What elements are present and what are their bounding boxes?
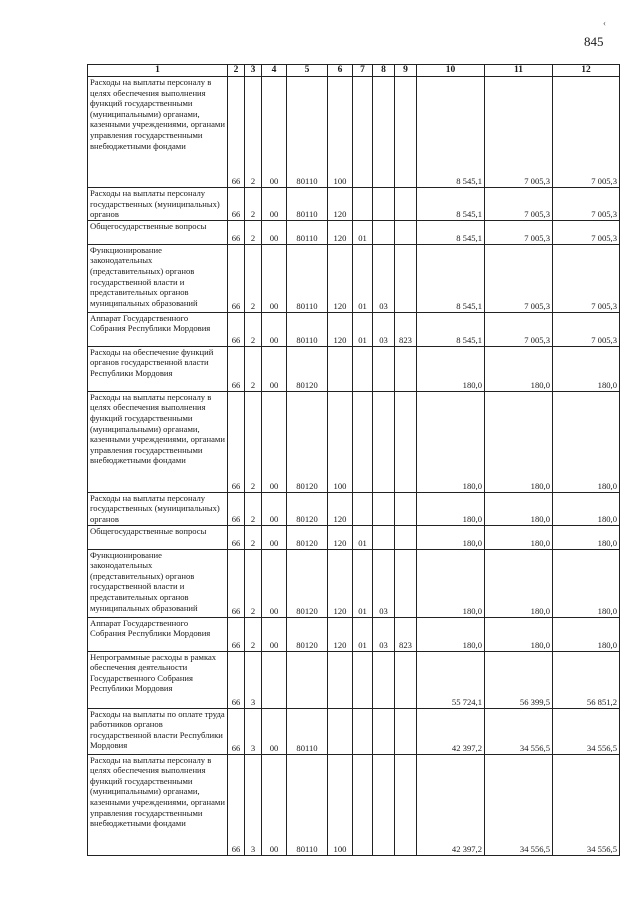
table-row: [88, 549, 620, 617]
row-cell-col-6: 120: [328, 549, 353, 617]
row-name-cell: Расходы на выплаты персоналу государственных (муниципальных) органов: [88, 188, 228, 221]
row-cell-col-9: [395, 346, 417, 391]
row-cell-col-9: [395, 391, 417, 492]
row-cell-col-3: 2: [245, 492, 262, 525]
row-cell-col-6: 120: [328, 188, 353, 221]
row-cell-col-2: 66: [228, 708, 245, 754]
row-cell-col-6: 100: [328, 754, 353, 855]
row-name-cell: Расходы на выплаты по оплате труда работников органов государственной власти Республики Мордовия: [88, 708, 228, 754]
row-cell-col-11: 7 005,3: [485, 244, 553, 312]
row-cell-col-2: 66: [228, 346, 245, 391]
row-cell-col-4: 00: [262, 244, 287, 312]
row-name-cell: Общегосударственные вопросы: [88, 525, 228, 549]
row-cell-col-10: 180,0: [417, 525, 485, 549]
row-cell-col-11: 34 556,5: [485, 708, 553, 754]
row-cell-col-2: 66: [228, 244, 245, 312]
row-cell-col-9: [395, 220, 417, 244]
row-name-cell: Непрограммные расходы в рамках обеспечения деятельности Государственного Собрания Республики Мордовия: [88, 651, 228, 708]
row-cell-col-2: 66: [228, 492, 245, 525]
row-cell-col-10: 42 397,2: [417, 708, 485, 754]
row-cell-col-2: 66: [228, 549, 245, 617]
row-cell-col-7: [353, 391, 373, 492]
row-cell-col-11: 180,0: [485, 492, 553, 525]
row-cell-col-8: [373, 525, 395, 549]
row-cell-col-8: 03: [373, 312, 395, 346]
row-cell-col-6: 120: [328, 617, 353, 651]
row-cell-col-4: 00: [262, 346, 287, 391]
row-cell-col-4: 00: [262, 549, 287, 617]
table-row: [88, 312, 620, 346]
row-cell-col-3: 2: [245, 391, 262, 492]
row-cell-col-10: 8 545,1: [417, 188, 485, 221]
row-cell-col-3: 3: [245, 754, 262, 855]
row-cell-col-9: 823: [395, 312, 417, 346]
row-cell-col-10: 180,0: [417, 617, 485, 651]
row-cell-col-11: 7 005,3: [485, 188, 553, 221]
row-cell-col-6: 120: [328, 312, 353, 346]
column-header-8: 8: [373, 65, 395, 77]
table-row: [88, 525, 620, 549]
row-cell-col-5: 80110: [287, 77, 328, 188]
row-cell-col-12: 7 005,3: [553, 220, 620, 244]
row-cell-col-3: 2: [245, 346, 262, 391]
row-cell-col-4: 00: [262, 220, 287, 244]
column-header-3: 3: [245, 65, 262, 77]
row-cell-col-2: 66: [228, 312, 245, 346]
row-cell-col-12: 56 851,2: [553, 651, 620, 708]
row-cell-col-11: 56 399,5: [485, 651, 553, 708]
row-cell-col-2: 66: [228, 525, 245, 549]
row-cell-col-9: [395, 525, 417, 549]
row-cell-col-5: 80120: [287, 346, 328, 391]
row-cell-col-11: 180,0: [485, 549, 553, 617]
row-cell-col-11: 7 005,3: [485, 312, 553, 346]
row-name-cell: Расходы на обеспечение функций органов государственной власти Республики Мордовия: [88, 346, 228, 391]
row-cell-col-7: [353, 346, 373, 391]
row-cell-col-2: 66: [228, 754, 245, 855]
row-cell-col-12: 180,0: [553, 391, 620, 492]
row-cell-col-3: 3: [245, 708, 262, 754]
row-name-cell: Функционирование законодательных (представительных) органов государственной власти и представительных органов муниципальных образований: [88, 244, 228, 312]
row-cell-col-5: 80110: [287, 312, 328, 346]
row-cell-col-5: 80110: [287, 188, 328, 221]
row-cell-col-7: [353, 188, 373, 221]
row-cell-col-2: 66: [228, 220, 245, 244]
row-cell-col-6: [328, 708, 353, 754]
table-row: [88, 754, 620, 855]
row-cell-col-5: 80120: [287, 549, 328, 617]
row-name-cell: Расходы на выплаты персоналу в целях обеспечения выполнения функций государственными (муниципальными) органами, казенными учреждениями, органами управления государственными внебюджетными фондами: [88, 391, 228, 492]
row-cell-col-4: 00: [262, 312, 287, 346]
row-cell-col-3: 2: [245, 220, 262, 244]
row-cell-col-6: [328, 346, 353, 391]
row-cell-col-4: [262, 651, 287, 708]
column-header-9: 9: [395, 65, 417, 77]
row-cell-col-5: 80110: [287, 220, 328, 244]
row-cell-col-5: 80120: [287, 525, 328, 549]
table-row: [88, 391, 620, 492]
table-row: [88, 346, 620, 391]
row-cell-col-8: 03: [373, 617, 395, 651]
row-cell-col-5: 80110: [287, 244, 328, 312]
row-cell-col-10: 180,0: [417, 346, 485, 391]
corner-mark: ‹: [603, 18, 606, 28]
table-body: [88, 77, 620, 856]
row-cell-col-3: 2: [245, 525, 262, 549]
table-row: [88, 77, 620, 188]
row-cell-col-11: 180,0: [485, 617, 553, 651]
row-cell-col-7: [353, 708, 373, 754]
row-cell-col-8: [373, 346, 395, 391]
row-cell-col-8: [373, 188, 395, 221]
row-cell-col-3: 2: [245, 312, 262, 346]
row-cell-col-3: 2: [245, 244, 262, 312]
row-name-cell: Аппарат Государственного Собрания Республики Мордовия: [88, 312, 228, 346]
row-cell-col-4: 00: [262, 754, 287, 855]
row-cell-col-3: 2: [245, 549, 262, 617]
row-cell-col-10: 8 545,1: [417, 312, 485, 346]
row-cell-col-11: 180,0: [485, 346, 553, 391]
row-name-cell: Расходы на выплаты персоналу государственных (муниципальных) органов: [88, 492, 228, 525]
row-cell-col-2: 66: [228, 391, 245, 492]
row-cell-col-8: [373, 220, 395, 244]
row-cell-col-7: 01: [353, 312, 373, 346]
row-cell-col-6: 120: [328, 492, 353, 525]
row-cell-col-12: 7 005,3: [553, 77, 620, 188]
row-cell-col-11: 7 005,3: [485, 220, 553, 244]
table-row: [88, 708, 620, 754]
row-cell-col-12: 180,0: [553, 549, 620, 617]
table-row: [88, 244, 620, 312]
row-cell-col-12: 34 556,5: [553, 754, 620, 855]
row-cell-col-7: 01: [353, 220, 373, 244]
row-cell-col-5: 80120: [287, 391, 328, 492]
row-cell-col-7: 01: [353, 244, 373, 312]
row-cell-col-12: 180,0: [553, 492, 620, 525]
row-cell-col-7: [353, 77, 373, 188]
row-cell-col-6: 120: [328, 244, 353, 312]
column-header-10: 10: [417, 65, 485, 77]
row-cell-col-7: [353, 651, 373, 708]
row-cell-col-9: [395, 754, 417, 855]
row-cell-col-10: 8 545,1: [417, 220, 485, 244]
row-name-cell: Расходы на выплаты персоналу в целях обеспечения выполнения функций государственными (муниципальными) органами, казенными учреждениями, органами управления государственными внебюджетными фондами: [88, 754, 228, 855]
row-cell-col-5: 80120: [287, 492, 328, 525]
row-cell-col-6: 120: [328, 220, 353, 244]
row-cell-col-7: [353, 754, 373, 855]
column-header-7: 7: [353, 65, 373, 77]
table-row: [88, 220, 620, 244]
row-cell-col-10: 8 545,1: [417, 244, 485, 312]
table-row: [88, 188, 620, 221]
row-cell-col-9: [395, 651, 417, 708]
row-cell-col-8: [373, 651, 395, 708]
budget-table: [87, 64, 620, 856]
row-name-cell: Функционирование законодательных (представительных) органов государственной власти и представительных органов муниципальных образований: [88, 549, 228, 617]
row-cell-col-8: [373, 77, 395, 188]
row-cell-col-5: 80110: [287, 754, 328, 855]
row-cell-col-6: 100: [328, 77, 353, 188]
row-cell-col-7: [353, 492, 373, 525]
row-cell-col-6: [328, 651, 353, 708]
row-cell-col-8: 03: [373, 244, 395, 312]
column-header-2: 2: [228, 65, 245, 77]
row-cell-col-12: 180,0: [553, 617, 620, 651]
table-row: [88, 651, 620, 708]
column-header-1: 1: [88, 65, 228, 77]
row-cell-col-12: 7 005,3: [553, 188, 620, 221]
column-header-5: 5: [287, 65, 328, 77]
column-header-4: 4: [262, 65, 287, 77]
row-cell-col-4: 00: [262, 492, 287, 525]
row-cell-col-8: [373, 391, 395, 492]
row-name-cell: Расходы на выплаты персоналу в целях обеспечения выполнения функций государственными (муниципальными) органами, казенными учреждениями, органами управления государственными внебюджетными фондами: [88, 77, 228, 188]
row-cell-col-5: 80110: [287, 708, 328, 754]
row-cell-col-5: [287, 651, 328, 708]
page-number: 845: [584, 34, 604, 49]
row-cell-col-9: 823: [395, 617, 417, 651]
row-cell-col-7: 01: [353, 525, 373, 549]
column-header-12: 12: [553, 65, 620, 77]
row-cell-col-9: [395, 188, 417, 221]
row-cell-col-2: 66: [228, 188, 245, 221]
row-cell-col-11: 180,0: [485, 525, 553, 549]
row-cell-col-10: 8 545,1: [417, 77, 485, 188]
table-row: [88, 617, 620, 651]
row-cell-col-9: [395, 549, 417, 617]
row-name-cell: Общегосударственные вопросы: [88, 220, 228, 244]
row-cell-col-6: 100: [328, 391, 353, 492]
row-cell-col-4: 00: [262, 77, 287, 188]
row-cell-col-10: 180,0: [417, 391, 485, 492]
row-cell-col-4: 00: [262, 617, 287, 651]
row-cell-col-9: [395, 244, 417, 312]
row-cell-col-2: 66: [228, 77, 245, 188]
row-cell-col-9: [395, 77, 417, 188]
row-cell-col-3: 2: [245, 77, 262, 188]
row-cell-col-12: 7 005,3: [553, 312, 620, 346]
row-cell-col-10: 42 397,2: [417, 754, 485, 855]
table-header-row: [88, 65, 620, 77]
row-cell-col-10: 55 724,1: [417, 651, 485, 708]
row-cell-col-9: [395, 492, 417, 525]
row-cell-col-12: 180,0: [553, 346, 620, 391]
row-cell-col-4: 00: [262, 525, 287, 549]
row-name-cell: Аппарат Государственного Собрания Республики Мордовия: [88, 617, 228, 651]
row-cell-col-11: 34 556,5: [485, 754, 553, 855]
row-cell-col-10: 180,0: [417, 549, 485, 617]
row-cell-col-4: 00: [262, 391, 287, 492]
row-cell-col-11: 180,0: [485, 391, 553, 492]
column-header-11: 11: [485, 65, 553, 77]
row-cell-col-7: 01: [353, 549, 373, 617]
row-cell-col-6: 120: [328, 525, 353, 549]
row-cell-col-12: 34 556,5: [553, 708, 620, 754]
row-cell-col-3: 2: [245, 617, 262, 651]
row-cell-col-3: 2: [245, 188, 262, 221]
row-cell-col-4: 00: [262, 708, 287, 754]
row-cell-col-2: 66: [228, 617, 245, 651]
row-cell-col-9: [395, 708, 417, 754]
table-row: [88, 492, 620, 525]
row-cell-col-10: 180,0: [417, 492, 485, 525]
row-cell-col-4: 00: [262, 188, 287, 221]
row-cell-col-8: 03: [373, 549, 395, 617]
row-cell-col-8: [373, 708, 395, 754]
row-cell-col-5: 80120: [287, 617, 328, 651]
row-cell-col-3: 3: [245, 651, 262, 708]
row-cell-col-11: 7 005,3: [485, 77, 553, 188]
column-header-6: 6: [328, 65, 353, 77]
row-cell-col-8: [373, 492, 395, 525]
row-cell-col-7: 01: [353, 617, 373, 651]
row-cell-col-2: 66: [228, 651, 245, 708]
row-cell-col-12: 7 005,3: [553, 244, 620, 312]
row-cell-col-12: 180,0: [553, 525, 620, 549]
row-cell-col-8: [373, 754, 395, 855]
